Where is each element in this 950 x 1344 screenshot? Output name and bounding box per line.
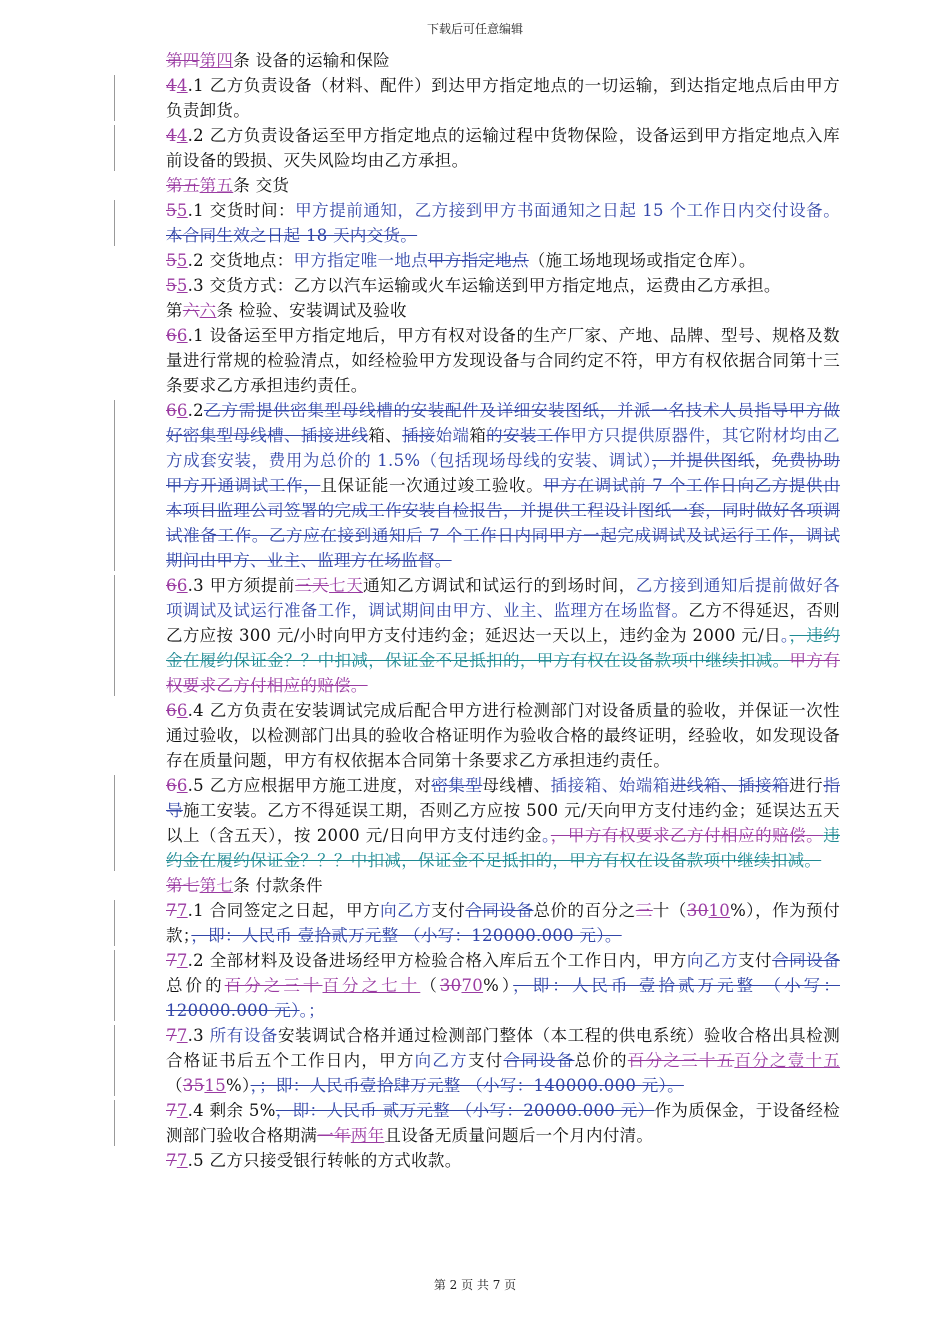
- section-6-heading: 第六六条 检验、安装调试及验收: [166, 301, 407, 320]
- clause-6-1: 66.1 设备运至甲方指定地后，甲方有权对设备的生产厂家、产地、品牌、型号、规格及数量进行常规的检验清点，如经检验甲方发现设备与合同约定不符，甲方有权依据合同第十三条要求乙方承担违约责任。: [166, 326, 840, 395]
- clause-7-5: 77.5 乙方只接受银行转帐的方式收款。: [166, 1151, 462, 1170]
- section-5-heading: 第五第五条 交货: [166, 176, 290, 195]
- clause-6-2: 66.2乙方需提供密集型母线槽的安装配件及详细安装图纸，并派一名技术人员指导甲方做好密集型母线槽、插接进线箱、插接始端箱的安装工作甲方只提供原器件，其它附材均由乙方成套安装，费用为总价的 1.5%（包括现场母线的安装、调试），并提供图纸，免费协助甲方开通调试工作，且保证能一次通过竣工验收。甲方在调试前 7 个工作日向乙方提供由本项目监理公司签署的完成工作安装自检报告，并提供工程设计图纸一套，同时做好各项调试准备工作。乙方应在接到通知后 7 个工作日内同甲方一起完成调试及试运行工作，调试期间由甲方、业主、监理方在场监督。: [130, 398, 840, 573]
- deleted-text: 第四: [166, 51, 200, 70]
- clause-6-4: 66.4 乙方负责在安装调试完成后配合甲方进行检测部门对设备质量的验收，并保证一次性通过验收，以检测部门出具的验收合格证明作为验收合格的最终证明，经验收，如发现设备存在质量问题，甲方有权依据本合同第十条要求乙方承担违约责任。: [166, 701, 840, 770]
- document-body: [130, 48, 840, 1173]
- page-footer: 第 2 页 共 7 页: [433, 1278, 517, 1292]
- clause-6-5: 66.5 乙方应根据甲方施工进度，对密集型母线槽、插接箱、始端箱进线箱、插接箱进行指导施工安装。乙方不得延误工期，否则乙方应按 500 元/天向甲方支付违约金；延误达五天以上（含五天），按 2000 元/日向甲方支付违约金。，甲方有权要求乙方付相应的赔偿。违约金在履约保证金？？？中扣减，保证金不足抵扣的，甲方有权在设备款项中继续扣减。: [130, 773, 840, 873]
- clause-7-4: 77.4 剩余 5%，即：人民币 贰万元整 （小写：20000.000 元）作为质保金，于设备经检测部门验收合格期满一年两年且设备无质量问题后一个月内付清。: [130, 1098, 840, 1148]
- clause-7-3: 77.3 所有设备安装调试合格并通过检测部门整体（本工程的供电系统）验收合格出具检测合格证书后五个工作日内，甲方向乙方支付合同设备总价的百分之三十五百分之壹十五（3515%），；即：人民币壹拾肆万元整 （小写：140000.000 元）。: [130, 1023, 840, 1098]
- clause-4-2: 44.2 乙方负责设备运至甲方指定地点的运输过程中货物保险，设备运到甲方指定地点入库前设备的毁损、灭失风险均由乙方承担。: [130, 123, 840, 173]
- clause-6-3: 66.3 甲方须提前三天七天通知乙方调试和试运行的到场时间，乙方接到通知后提前做好各项调试及试运行准备工作，调试期间由甲方、业主、监理方在场监督。乙方不得延迟，否则乙方应按 300 元/小时向甲方支付违约金；延迟达一天以上，违约金为 2000 元/日。，违约金在履约保证金？？中扣减，保证金不足抵扣的，甲方有权在设备款项中继续扣减。甲方有权要求乙方付相应的赔偿。: [130, 573, 840, 698]
- page-header: 下载后可任意编辑: [426, 22, 523, 36]
- clause-5-1: 55.1 交货时间：甲方提前通知，乙方接到甲方书面通知之日起 15 个工作日内交付设备。本合同生效之日起 18 天内交货。: [130, 198, 840, 248]
- inserted-text: 第四: [199, 51, 234, 70]
- clause-5-3: 55.3 交货方式：乙方以汽车运输或火车运输送到甲方指定地点，运费由乙方承担。: [166, 276, 781, 295]
- section-4-heading: 第四第四条 设备的运输和保险: [166, 51, 390, 70]
- clause-4-1: 44.1 乙方负责设备（材料、配件）到达甲方指定地点的一切运输，到达指定地点后由甲方负责卸货。: [130, 73, 840, 123]
- clause-7-2: 77.2 全部材料及设备进场经甲方检验合格入库后五个工作日内，甲方向乙方支付合同设备总价的百分之三十百分之七十（3070%），即：人民币 壹拾贰万元整 （小写：120000.000 元）。；: [130, 948, 840, 1023]
- section-7-heading: 第七第七条 付款条件: [166, 876, 323, 895]
- clause-7-1: 77.1 合同签定之日起，甲方向乙方支付合同设备总价的百分之三十（3010%），作为预付款；，即：人民币 壹拾贰万元整 （小写：120000.000 元）。: [130, 898, 840, 948]
- clause-5-2: 55.2 交货地点：甲方指定唯一地点甲方指定地点（施工场地现场或指定仓库）。: [166, 251, 756, 270]
